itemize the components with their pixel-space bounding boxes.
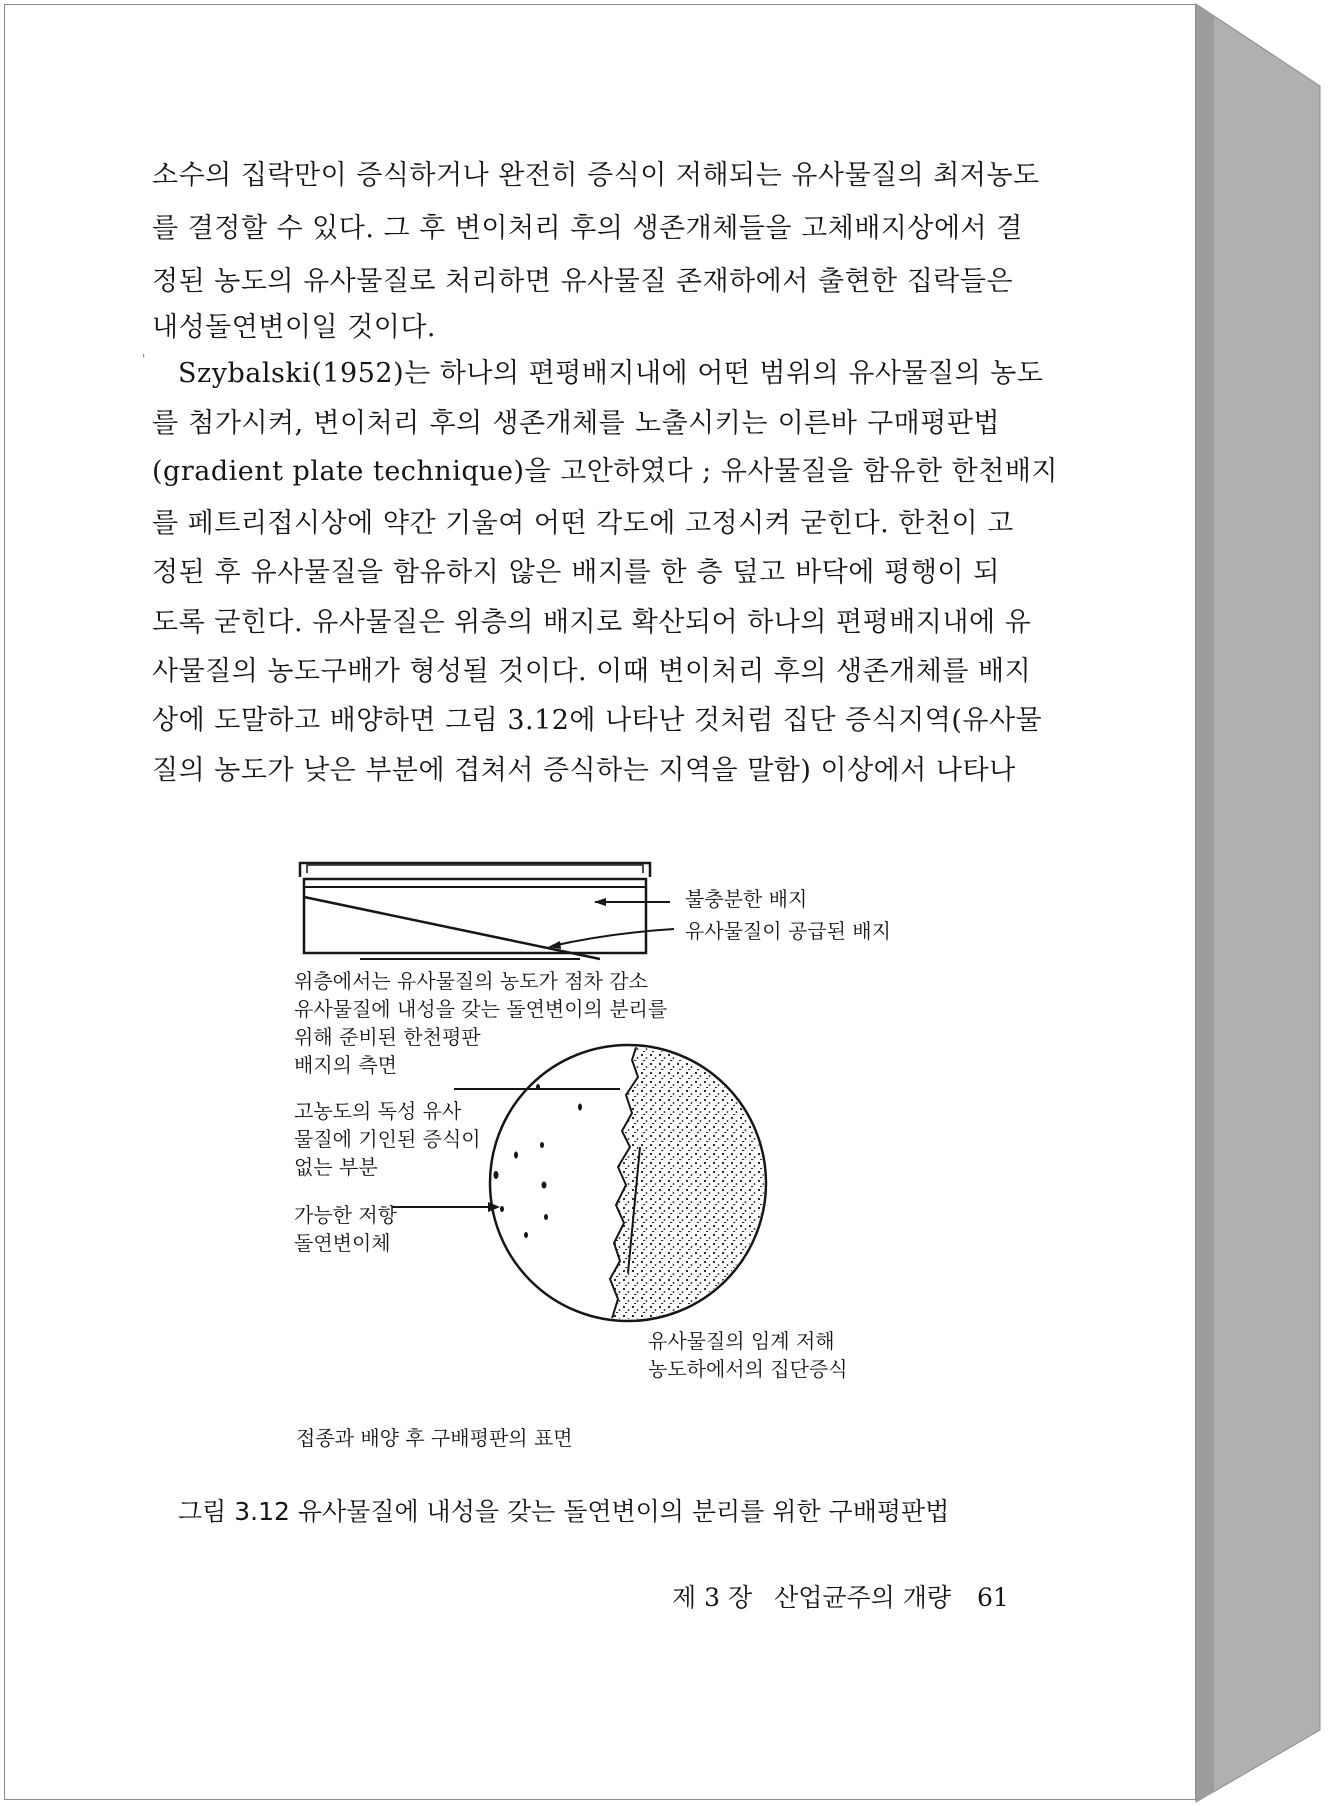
- label-resistant-mutants-1: 가능한 저항: [294, 1203, 397, 1227]
- leader-analog: [552, 929, 674, 946]
- body-line-13: 질의 농도가 낮은 부분에 겹쳐서 증식하는 지역을 말함) 이상에서 나타나: [152, 755, 1016, 786]
- mutant-colony: [540, 1142, 544, 1148]
- label-confluent-growth-2: 농도하에서의 집단증식: [648, 1357, 848, 1381]
- book-side-face: [1196, 4, 1320, 1802]
- body-line-8: 를 페트리접시상에 약간 기울여 어떤 각도에 고정시켜 굳힌다. 한천이 고: [152, 508, 1014, 539]
- body-line-6: 를 첨가시켜, 변이처리 후의 생존개체를 노출시키는 이른바 구매평판법: [152, 408, 1000, 439]
- body-line-12: 상에 도말하고 배양하면 그림 3.12에 나타난 것처럼 집단 증식지역(유사물: [152, 705, 1043, 736]
- stray-mark: ': [142, 352, 146, 366]
- figure-surface-caption: 접종과 배양 후 구배평판의 표면: [296, 1426, 573, 1450]
- mutant-colony: [514, 1152, 518, 1159]
- side-view-slant: [304, 897, 600, 959]
- label-no-growth-1: 고농도의 독성 유사: [294, 1099, 462, 1123]
- body-line-4: 내성돌연변이일 것이다.: [152, 312, 436, 343]
- book-side-shade: [1196, 4, 1214, 1802]
- body-line-2: 를 결정할 수 있다. 그 후 변이처리 후의 생존개체들을 고체배지상에서 결: [152, 213, 1023, 244]
- side-view-inner-bracket: [307, 865, 643, 873]
- body-line-1: 소수의 집락만이 증식하거나 완전히 증식이 저해되는 유사물질의 최저농도: [152, 160, 1040, 191]
- body-line-3: 정된 농도의 유사물질로 처리하면 유사물질 존재하에서 출현한 집락들은: [152, 266, 1014, 297]
- body-line-5: Szybalski(1952)는 하나의 편평배지내에 어떤 범위의 유사물질의 농도: [178, 358, 1044, 389]
- mutant-colony: [524, 1232, 528, 1238]
- body-line-9: 정된 후 유사물질을 함유하지 않은 배지를 한 층 덮고 바닥에 평행이 되: [152, 557, 1000, 588]
- side-view-caption-1: 위층에서는 유사물질의 농도가 점차 감소: [294, 969, 648, 993]
- page-number: 61: [977, 1583, 1009, 1612]
- side-view-caption-4: 배지의 측면: [294, 1053, 397, 1077]
- mutant-colony: [542, 1182, 547, 1189]
- figure-caption: 그림 3.12 유사물질에 내성을 갖는 돌연변이의 분리를 위한 구배평판법: [178, 1497, 950, 1526]
- footer-chapter: 제 3 장: [672, 1583, 753, 1612]
- figure-gradient-plate: [280, 855, 940, 1395]
- label-analog-medium: 유사물질이 공급된 배지: [685, 919, 891, 943]
- page-footer: [672, 1578, 1009, 1614]
- label-no-growth-3: 없는 부분: [294, 1155, 378, 1179]
- label-unsupplemented-medium: 불충분한 배지: [685, 887, 808, 911]
- label-no-growth-2: 물질에 기인된 증식이: [294, 1127, 481, 1151]
- mutant-colony: [578, 1104, 582, 1111]
- mutant-colony: [544, 1214, 548, 1220]
- label-confluent-growth-1: 유사물질의 임계 저해: [648, 1329, 835, 1353]
- body-line-7: (gradient plate technique)을 고안하였다 ; 유사물질을 함유한 한천배지: [152, 456, 1059, 487]
- side-view-caption-3: 위해 준비된 한천평판: [294, 1025, 481, 1049]
- confluent-growth-zone: [610, 1041, 780, 1325]
- mutant-colony: [494, 1171, 499, 1179]
- leader-unsupplemented-arrow: [594, 898, 606, 906]
- label-resistant-mutants-2: 돌연변이체: [294, 1231, 391, 1255]
- mutant-colony: [500, 1206, 504, 1212]
- body-line-10: 도록 굳힌다. 유사물질은 위층의 배지로 확산되어 하나의 편평배지내에 유: [152, 607, 1032, 638]
- side-view-plate: [304, 879, 646, 953]
- footer-chapter-title: 산업균주의 개량: [774, 1583, 952, 1612]
- body-line-11: 사물질의 농도구배가 형성될 것이다. 이때 변이처리 후의 생존개체를 배지: [152, 656, 1032, 687]
- side-view-caption-2: 유사물질에 내성을 갖는 돌연변이의 분리를: [294, 997, 668, 1021]
